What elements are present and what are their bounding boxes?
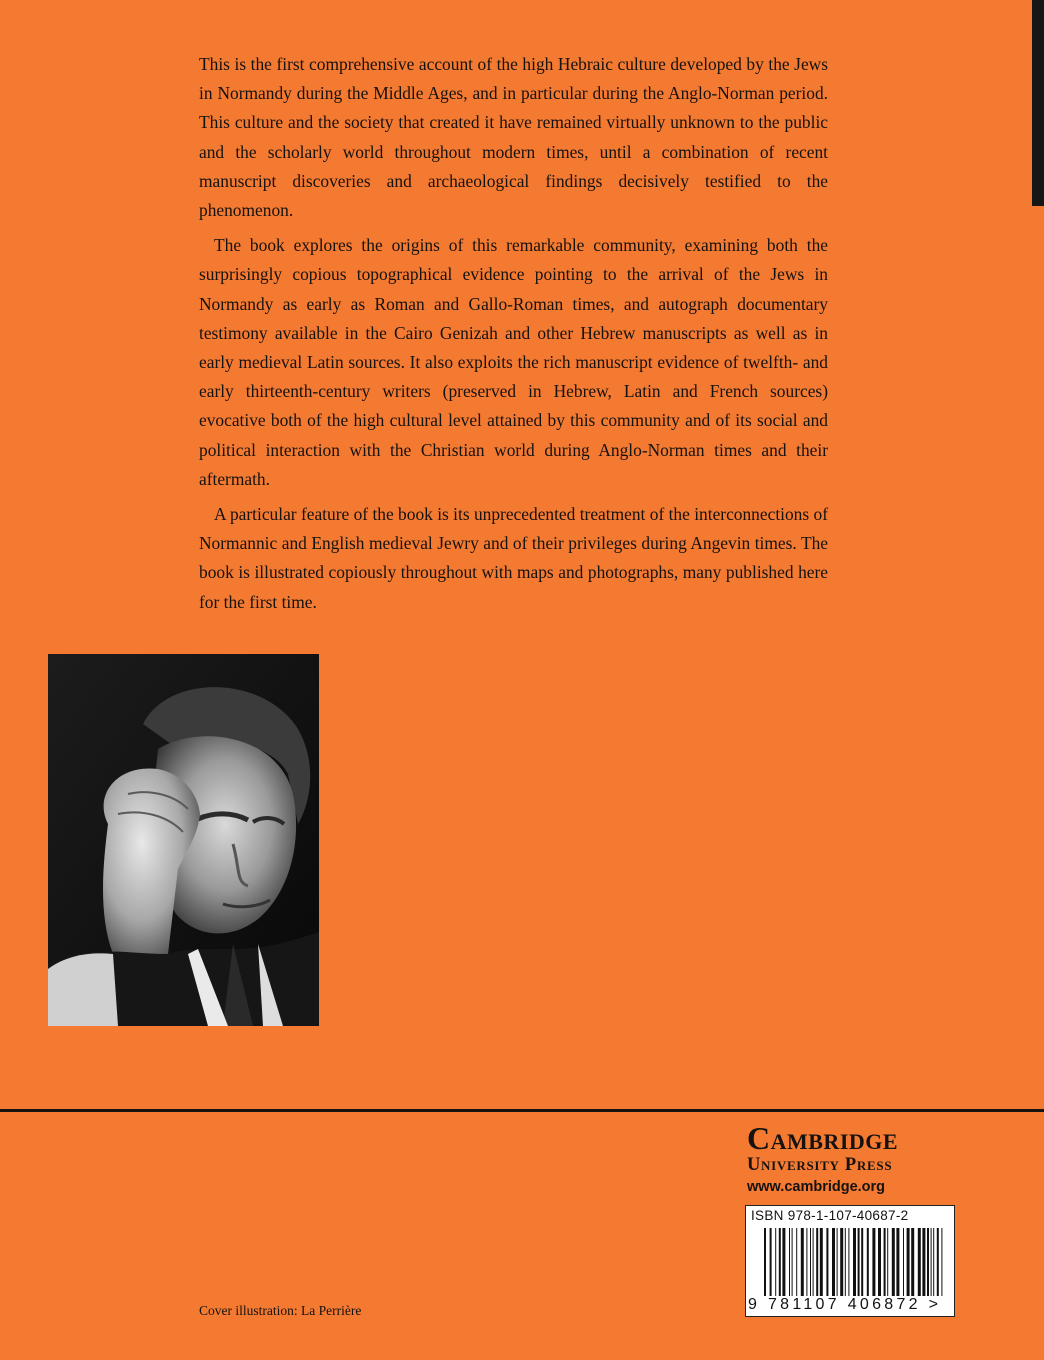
- barcode-bar: [832, 1228, 835, 1304]
- publisher-name: Cambridge: [747, 1120, 899, 1156]
- barcode-bar: [858, 1228, 860, 1296]
- barcode-bar: [810, 1228, 811, 1296]
- barcode-bar: [878, 1228, 881, 1296]
- barcode-bar: [782, 1228, 785, 1296]
- cover-illustration-credit: Cover illustration: La Perrière: [199, 1303, 362, 1318]
- barcode-bar: [845, 1228, 846, 1296]
- barcode-bar: [931, 1228, 932, 1304]
- barcode-bar: [941, 1228, 942, 1304]
- barcode-bar: [937, 1228, 939, 1304]
- blurb-paragraph-1: This is the first comprehensive account of the high Hebraic culture developed by the Jews in Normandy during the Middle Ages, and in particular during the Anglo-Norman period. This culture and the society that created it have remained virtually unknown to the public and the scholarly world throughout modern times, until a combination of recent manuscript discoveries and archaeological findings decisively testified to the phenomenon.: [199, 54, 828, 221]
- barcode-bar: [918, 1228, 921, 1304]
- horizontal-divider: [0, 1109, 1044, 1112]
- barcode-bar: [826, 1228, 828, 1296]
- publisher-url: www.cambridge.org: [747, 1179, 886, 1195]
- blurb-paragraph-3: A particular feature of the book is its unprecedented treatment of the interconnections of Normannic and English medieval Jewry and of their privileges during Angevin times. The book is illustrated copiously throughout with maps and photographs, many published here for the first time.: [199, 504, 828, 612]
- publisher-subtitle: University Press: [747, 1155, 893, 1175]
- isbn-barcode: [745, 1205, 955, 1317]
- barcode-bar: [764, 1228, 766, 1304]
- barcode-bar: [903, 1228, 904, 1304]
- barcode-bar: [789, 1228, 790, 1296]
- barcode-bar: [907, 1228, 910, 1304]
- barcode-bar: [779, 1228, 781, 1296]
- barcode-bar: [853, 1228, 856, 1296]
- barcode-bar: [884, 1228, 886, 1296]
- barcode-bar: [816, 1228, 818, 1296]
- barcode-bar: [820, 1228, 823, 1296]
- barcode-bar: [861, 1228, 863, 1296]
- barcode-digits: 9 781107 406872 >: [748, 1296, 952, 1314]
- barcode-bar: [867, 1228, 869, 1296]
- author-portrait-illustration: [48, 654, 319, 1026]
- isbn-label: ISBN 978-1-107-40687-2: [751, 1208, 909, 1223]
- publisher-imprint: [747, 1121, 959, 1197]
- barcode-bar: [801, 1228, 804, 1296]
- barcode-bar: [927, 1228, 929, 1304]
- barcode-bar: [770, 1228, 772, 1304]
- spine-edge-mark: [1032, 0, 1044, 206]
- barcode-bar: [887, 1228, 888, 1296]
- author-photograph: [48, 654, 319, 1026]
- barcode-bar: [848, 1228, 849, 1296]
- barcode-bar: [792, 1228, 793, 1296]
- barcode-bar: [840, 1228, 843, 1296]
- barcode-bar: [872, 1228, 875, 1296]
- blurb-paragraph-2: The book explores the origins of this remarkable community, examining both the surprisingly copious topographical evidence pointing to the arrival of the Jews in Normandy as early as Roman and Gallo-Roman times, and autograph documentary testimony available in the Cairo Genizah and other Hebrew manuscripts as well as in early medieval Latin sources. It also exploits the rich manuscript evidence of twelfth- and early thirteenth-century writers (preserved in Hebrew, Latin and French sources) evocative both of the high cultural level attained by this community and of its social and political interaction with the Christian world during Anglo-Norman times and their aftermath.: [199, 235, 828, 489]
- barcode-bar: [933, 1228, 934, 1304]
- barcode-bar: [813, 1228, 814, 1296]
- barcode-bar: [796, 1228, 797, 1296]
- barcode-bar: [775, 1228, 776, 1296]
- barcode-bar: [806, 1228, 807, 1296]
- back-cover-blurb: [199, 50, 828, 623]
- barcode-bar: [892, 1228, 895, 1296]
- barcode-bar: [837, 1228, 838, 1296]
- barcode-bar: [922, 1228, 925, 1304]
- barcode-bar: [911, 1228, 914, 1304]
- barcode-bar: [896, 1228, 899, 1296]
